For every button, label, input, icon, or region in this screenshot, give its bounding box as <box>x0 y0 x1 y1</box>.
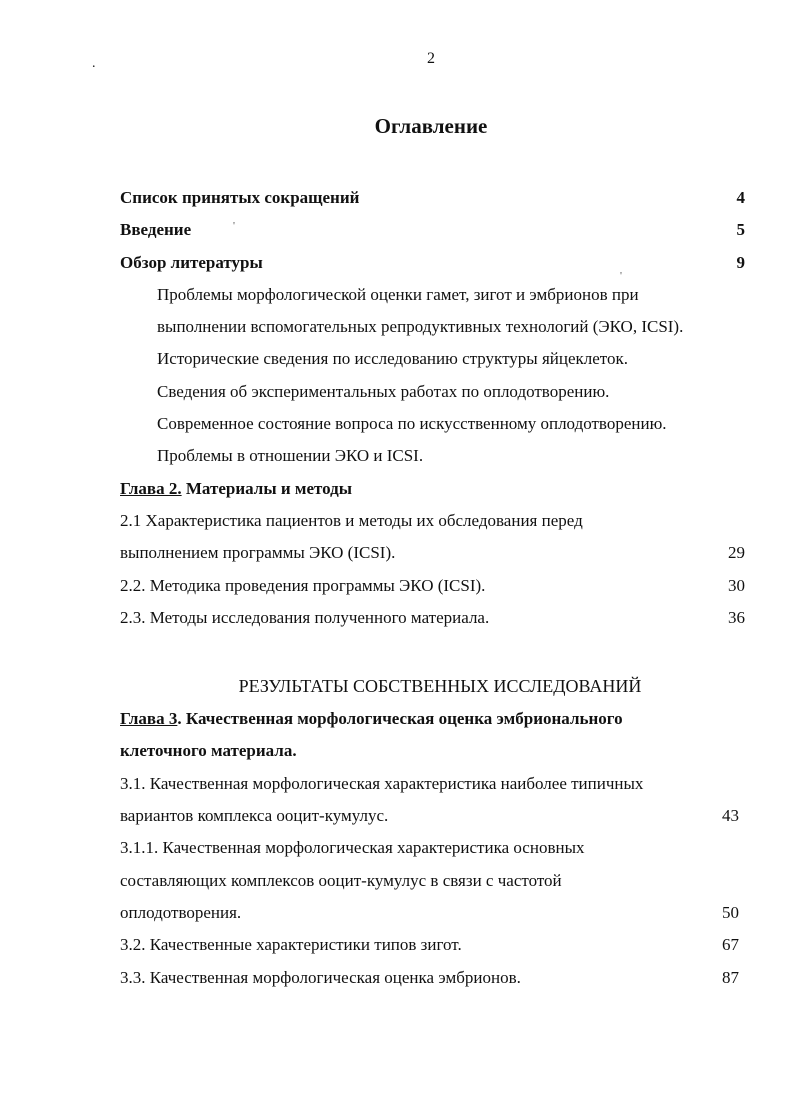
toc-page-number: 30 <box>728 575 745 595</box>
page-title: Оглавление <box>374 114 488 138</box>
scan-speck: ' <box>233 220 235 232</box>
chapter-2-label: Глава 2. <box>120 478 182 498</box>
toc-entry-3-2: 3.2. Качественные характеристики типов зигот. 67 <box>120 929 745 961</box>
toc-entry-chapter-3 <box>120 703 745 735</box>
toc-page-number: 36 <box>728 607 745 627</box>
toc-entry-chapter-3-cont: клеточного материала. <box>120 741 297 761</box>
toc-entry-3-1-1: оплодотворения. 50 <box>120 897 745 929</box>
review-item: Проблемы морфологической оценки гамет, зигот и эмбрионов при <box>157 284 639 304</box>
toc-entry-2-1: выполнением программы ЭКО (ICSI). 29 <box>120 537 745 569</box>
toc-entry-3-1-line: 3.1. Качественная морфологическая характеристика наиболее типичных <box>120 773 644 793</box>
toc-entry-2-3: 2.3. Методы исследования полученного материала. 36 <box>120 602 745 634</box>
chapter-2-title: Материалы и методы <box>181 478 353 498</box>
toc-entry-introduction: Введение 5 <box>120 214 745 246</box>
chapter-3-title: . Качественная морфологическая оценка эмбрионального <box>177 709 623 729</box>
toc-entry-abbreviations: Список принятых сокращений 4 <box>120 182 745 214</box>
chapter-3-label: Глава 3 <box>120 709 178 729</box>
toc-page-number: 9 <box>736 252 745 272</box>
review-item: Исторические сведения по исследованию структуры яйцеклеток. <box>157 349 629 369</box>
table-of-contents <box>120 182 745 994</box>
page-number: 2 <box>427 50 435 67</box>
toc-entry-chapter-2 <box>120 473 745 505</box>
toc-page-number: 50 <box>722 902 739 922</box>
stray-dot-mark: . <box>92 56 96 71</box>
review-item: Сведения об экспериментальных работах по оплодотворению. <box>157 381 610 401</box>
toc-entry-2-2: 2.2. Методика проведения программы ЭКО (ICSI). 30 <box>120 570 745 602</box>
results-heading: РЕЗУЛЬТАТЫ СОБСТВЕННЫХ ИССЛЕДОВАНИЙ <box>238 676 642 697</box>
toc-page-number: 29 <box>728 543 745 563</box>
review-item: Проблемы в отношении ЭКО и ICSI. <box>157 446 424 466</box>
toc-entry-3-1-1-line: 3.1.1. Качественная морфологическая характеристика основных <box>120 838 585 858</box>
toc-page-number: 5 <box>736 220 745 240</box>
toc-entry-3-1: вариантов комплекса ооцит-кумулус. 43 <box>120 800 745 832</box>
toc-page-number: 87 <box>722 967 739 987</box>
section-gap <box>120 634 745 669</box>
toc-entry-3-3: 3.3. Качественная морфологическая оценка эмбрионов. 87 <box>120 962 745 994</box>
scan-speck: ' <box>620 270 622 282</box>
review-item: выполнении вспомогательных репродуктивных технологий (ЭКО, ICSI). <box>157 317 684 337</box>
toc-entry-3-1-1-line: составляющих комплексов ооцит-кумулус в связи с частотой <box>120 870 562 890</box>
toc-page-number: 67 <box>722 935 739 955</box>
review-item: Современное состояние вопроса по искусственному оплодотворению. <box>157 414 667 434</box>
toc-page-number: 4 <box>736 188 745 207</box>
toc-entry-literature-review: Обзор литературы 9 <box>120 247 745 279</box>
toc-entry-2-1-line: 2.1 Характеристика пациентов и методы их обследования перед <box>120 510 583 530</box>
toc-page-number: 43 <box>722 806 739 826</box>
